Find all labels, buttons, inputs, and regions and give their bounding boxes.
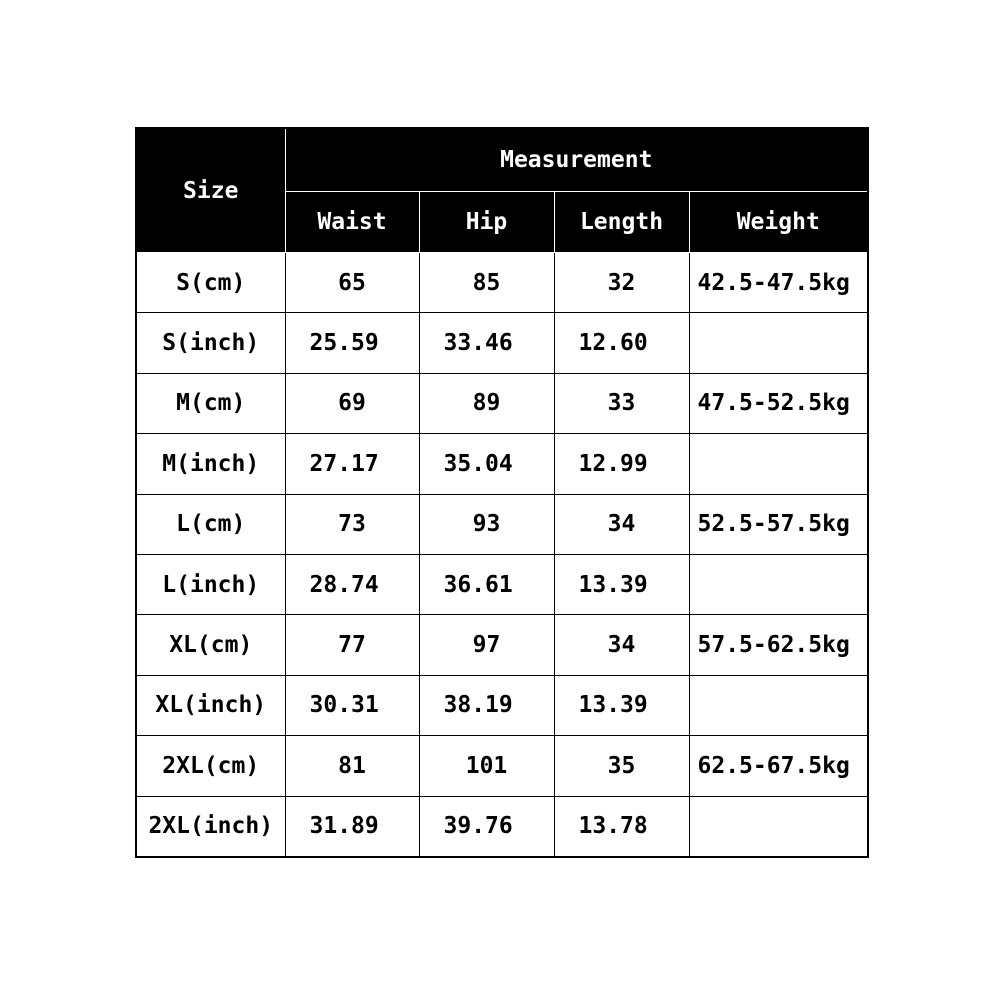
table-row [136,615,868,675]
waist-cell: 81 [285,736,419,796]
waist-cell: 73 [285,494,419,554]
weight-column-header: Weight [689,192,868,253]
hip-cell: 36.61 [419,554,554,614]
table-row [136,796,868,857]
hip-cell: 101 [419,736,554,796]
waist-column-header: Waist [285,192,419,253]
size-cell: 2XL(cm) [136,736,285,796]
size-cell: S(inch) [136,313,285,373]
weight-cell [689,554,868,614]
waist-cell: 69 [285,373,419,433]
length-column-header: Length [554,192,689,253]
table-row [136,313,868,373]
length-cell: 12.60 [554,313,689,373]
weight-cell: 62.5-67.5kg [689,736,868,796]
size-chart-header [136,128,868,253]
hip-cell: 38.19 [419,675,554,735]
length-cell: 35 [554,736,689,796]
weight-cell: 57.5-62.5kg [689,615,868,675]
table-row [136,494,868,554]
table-row [136,675,868,735]
waist-cell: 30.31 [285,675,419,735]
size-cell: 2XL(inch) [136,796,285,857]
weight-cell [689,796,868,857]
table-row [136,736,868,796]
hip-cell: 93 [419,494,554,554]
weight-cell: 42.5-47.5kg [689,253,868,313]
length-cell: 34 [554,494,689,554]
size-column-header: Size [136,128,285,253]
waist-cell: 65 [285,253,419,313]
weight-cell: 52.5-57.5kg [689,494,868,554]
length-cell: 13.39 [554,554,689,614]
weight-cell [689,434,868,494]
hip-cell: 39.76 [419,796,554,857]
length-cell: 13.39 [554,675,689,735]
hip-cell: 97 [419,615,554,675]
hip-cell: 33.46 [419,313,554,373]
length-cell: 34 [554,615,689,675]
hip-column-header: Hip [419,192,554,253]
table-row [136,554,868,614]
table-row [136,434,868,494]
weight-cell [689,675,868,735]
hip-cell: 35.04 [419,434,554,494]
size-cell: XL(inch) [136,675,285,735]
size-cell: XL(cm) [136,615,285,675]
measurement-group-header: Measurement [285,128,868,192]
waist-cell: 28.74 [285,554,419,614]
hip-cell: 89 [419,373,554,433]
waist-cell: 25.59 [285,313,419,373]
length-cell: 33 [554,373,689,433]
size-cell: M(inch) [136,434,285,494]
size-cell: L(cm) [136,494,285,554]
size-cell: S(cm) [136,253,285,313]
table-row [136,253,868,313]
size-chart-table [135,127,869,858]
weight-cell: 47.5-52.5kg [689,373,868,433]
length-cell: 32 [554,253,689,313]
size-cell: M(cm) [136,373,285,433]
size-chart-body [136,253,868,858]
length-cell: 13.78 [554,796,689,857]
waist-cell: 77 [285,615,419,675]
header-row-group [136,128,868,192]
length-cell: 12.99 [554,434,689,494]
waist-cell: 31.89 [285,796,419,857]
table-row [136,373,868,433]
hip-cell: 85 [419,253,554,313]
size-cell: L(inch) [136,554,285,614]
waist-cell: 27.17 [285,434,419,494]
weight-cell [689,313,868,373]
